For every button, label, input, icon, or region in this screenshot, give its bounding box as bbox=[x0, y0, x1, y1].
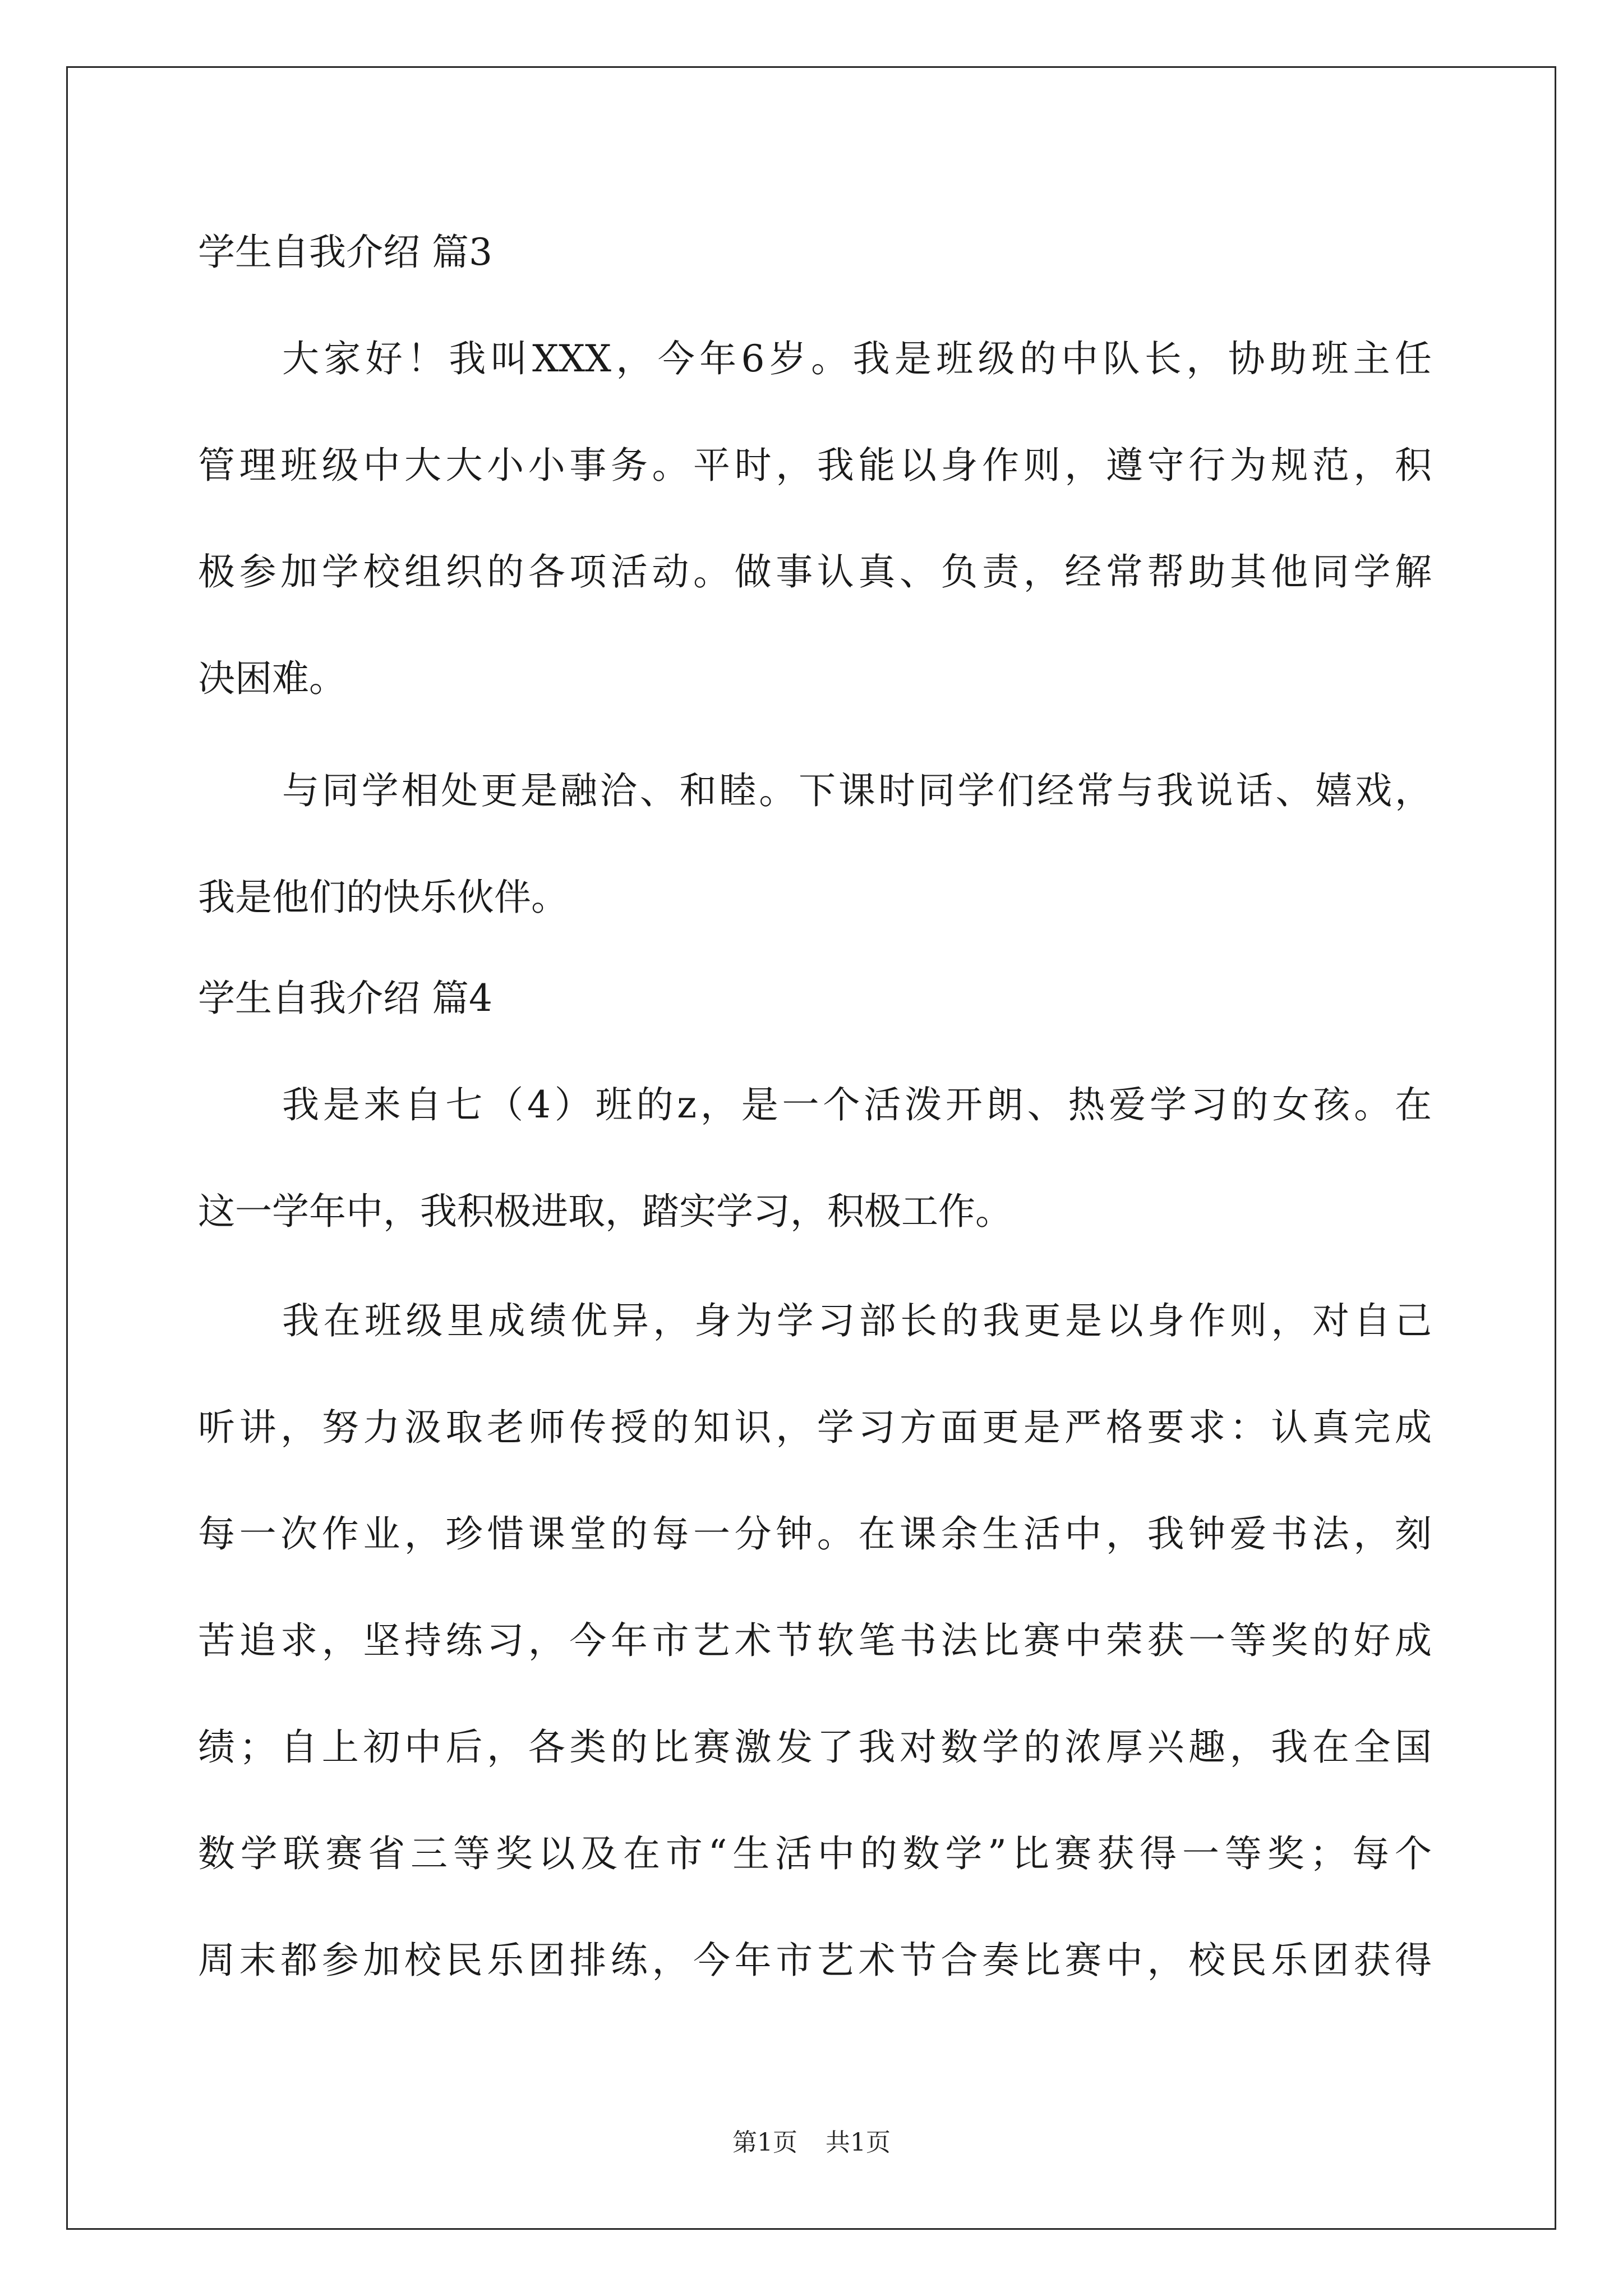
paragraph-line: 与同学相处更是融洽、和睦。下课时同学们经常与我说话、嬉戏， bbox=[282, 769, 1432, 812]
paragraph-line: 我在班级里成绩优异，身为学习部长的我更是以身作则，对自己 bbox=[282, 1299, 1432, 1342]
paragraph-line: 绩；自上初中后，各类的比赛激发了我对数学的浓厚兴趣，我在全国 bbox=[198, 1726, 1432, 1769]
paragraph-line: 管理班级中大大小小事务。平时，我能以身作则，遵守行为规范，积 bbox=[198, 444, 1432, 487]
page-border bbox=[66, 66, 1556, 2230]
paragraph-line: 决困难。 bbox=[198, 657, 346, 700]
section-heading: 学生自我介绍 篇3 bbox=[198, 231, 492, 274]
paragraph-line: 数学联赛省三等奖以及在市“生活中的数学”比赛获得一等奖；每个 bbox=[198, 1832, 1432, 1875]
page-total: 共1页 bbox=[826, 2128, 891, 2157]
paragraph-line: 每一次作业，珍惜课堂的每一分钟。在课余生活中，我钟爱书法，刻 bbox=[198, 1512, 1432, 1556]
section-heading: 学生自我介绍 篇4 bbox=[198, 977, 492, 1020]
paragraph-line: 周末都参加校民乐团排练，今年市艺术节合奏比赛中，校民乐团获得 bbox=[198, 1939, 1432, 1982]
paragraph-line: 这一学年中，我积极进取，踏实学习，积极工作。 bbox=[198, 1190, 1012, 1233]
page-footer bbox=[0, 2127, 1623, 2159]
paragraph-line: 大家好！我叫XXX，今年6岁。我是班级的中队长，协助班主任 bbox=[282, 337, 1432, 380]
paragraph-line: 极参加学校组织的各项活动。做事认真、负责，经常帮助其他同学解 bbox=[198, 550, 1432, 593]
paragraph-line: 我是他们的快乐伙伴。 bbox=[198, 876, 568, 919]
paragraph-line: 我是来自七（4）班的z，是一个活泼开朗、热爱学习的女孩。在 bbox=[282, 1083, 1432, 1126]
page-number: 第1页 bbox=[732, 2128, 797, 2157]
paragraph-line: 听讲，努力汲取老师传授的知识，学习方面更是严格要求：认真完成 bbox=[198, 1406, 1432, 1449]
paragraph-line: 苦追求，坚持练习，今年市艺术节软笔书法比赛中荣获一等奖的好成 bbox=[198, 1619, 1432, 1662]
